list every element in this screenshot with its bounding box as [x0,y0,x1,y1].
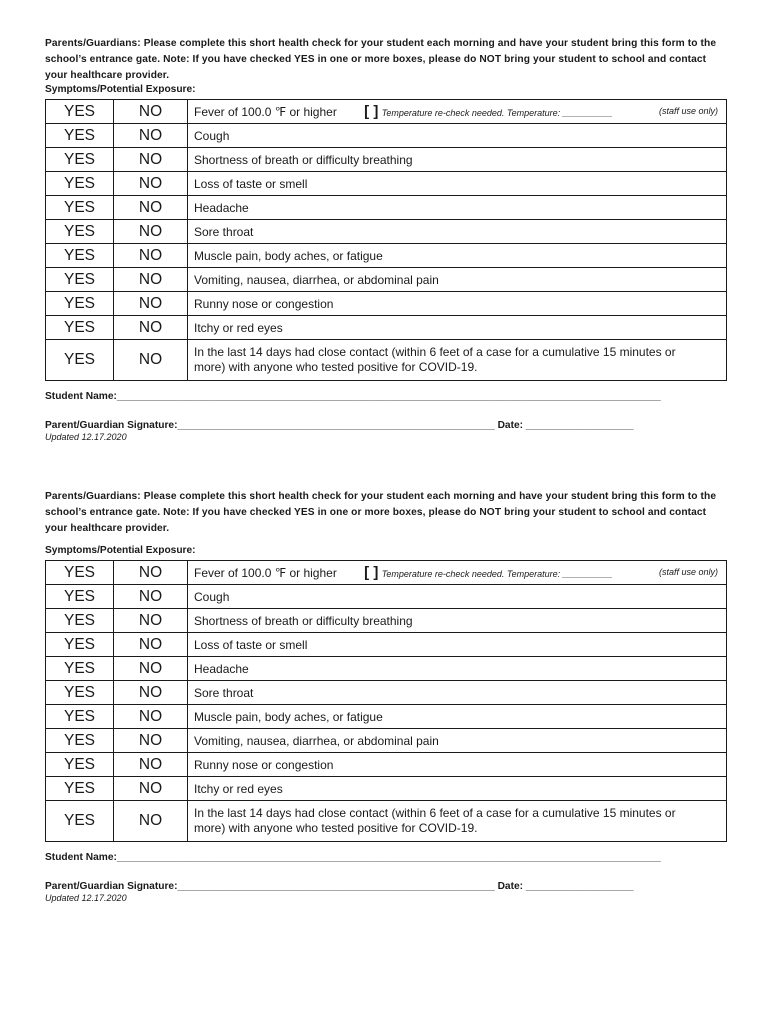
student-name-field[interactable]: Student Name:________________________________________________________________________________________________ [45,852,661,863]
yes-option[interactable]: YES [46,316,114,340]
no-option[interactable]: NO [114,801,188,842]
no-option[interactable]: NO [114,220,188,244]
table-row [46,148,727,172]
signature-date-field[interactable]: Parent/Guardian Signature:________________________________________________________ Date: ___________________ [45,881,634,892]
yes-option[interactable]: YES [46,657,114,681]
yes-option[interactable]: YES [46,777,114,801]
yes-option[interactable]: YES [46,268,114,292]
yes-option[interactable]: YES [46,801,114,842]
form-instructions: Parents/Guardians: Please complete this short health check for your student each morning and have your student bring this form to the school’s entrance gate. Note: If you have checked YES in one or more boxes, please do NOT bring your student to school and contact your healthcare provider. [45,38,717,81]
student-name-field[interactable]: Student Name:________________________________________________________________________________________________ [45,391,661,402]
no-option[interactable]: NO [114,585,188,609]
yes-option[interactable]: YES [46,292,114,316]
table-row [46,292,727,316]
no-option[interactable]: NO [114,681,188,705]
section-label: Symptoms/Potential Exposure: [45,545,196,556]
no-option[interactable]: NO [114,753,188,777]
table-row [46,801,727,842]
symptom-label: Runny nose or congestion [188,292,727,316]
yes-option[interactable]: YES [46,633,114,657]
yes-option[interactable]: YES [46,681,114,705]
yes-option[interactable]: YES [46,196,114,220]
table-row [46,633,727,657]
yes-option[interactable]: YES [46,124,114,148]
symptom-label: Cough [188,124,727,148]
table-row [46,340,727,381]
table-row [46,172,727,196]
symptom-label: Loss of taste or smell [188,172,727,196]
recheck-note: Temperature re-check needed. Temperature: __________ [381,569,613,579]
yes-option[interactable]: YES [46,561,114,585]
no-option[interactable]: NO [114,100,188,124]
no-option[interactable]: NO [114,244,188,268]
table-row [46,316,727,340]
table-row [46,561,727,585]
no-option[interactable]: NO [114,705,188,729]
yes-option[interactable]: YES [46,340,114,381]
recheck-checkbox[interactable]: [ ] [364,103,379,120]
table-row [46,681,727,705]
symptom-label: Vomiting, nausea, diarrhea, or abdominal pain [188,729,727,753]
no-option[interactable]: NO [114,561,188,585]
yes-option[interactable]: YES [46,729,114,753]
table-row [46,244,727,268]
staff-note: (staff use only) [658,567,718,577]
symptom-label: Fever of 100.0 ℉ or higher [194,566,337,580]
symptoms-table [45,560,727,842]
symptom-label: Headache [188,657,727,681]
yes-option[interactable]: YES [46,148,114,172]
no-option[interactable]: NO [114,657,188,681]
section-label: Symptoms/Potential Exposure: [45,84,196,95]
no-option[interactable]: NO [114,268,188,292]
table-row [46,100,727,124]
symptom-label: Itchy or red eyes [188,316,727,340]
table-row [46,609,727,633]
table-row [46,220,727,244]
table-row [46,585,727,609]
yes-option[interactable]: YES [46,100,114,124]
symptom-label: Sore throat [188,220,727,244]
signature-date-field[interactable]: Parent/Guardian Signature:________________________________________________________ Date: ___________________ [45,420,634,431]
yes-option[interactable]: YES [46,244,114,268]
no-option[interactable]: NO [114,729,188,753]
exposure-label: In the last 14 days had close contact (within 6 feet of a case for a cumulative 15 minutes or more) with anyone who tested positive for COVID-19. [188,340,727,381]
recheck-note: Temperature re-check needed. Temperature: __________ [381,108,613,118]
symptom-label: Shortness of breath or difficulty breathing [188,148,727,172]
fever-cell [188,100,727,124]
no-option[interactable]: NO [114,316,188,340]
table-row [46,196,727,220]
no-option[interactable]: NO [114,777,188,801]
no-option[interactable]: NO [114,196,188,220]
no-option[interactable]: NO [114,124,188,148]
symptom-label: Loss of taste or smell [188,633,727,657]
symptom-label: Muscle pain, body aches, or fatigue [188,705,727,729]
symptom-label: Fever of 100.0 ℉ or higher [194,105,337,119]
yes-option[interactable]: YES [46,609,114,633]
symptom-label: Cough [188,585,727,609]
exposure-label: In the last 14 days had close contact (within 6 feet of a case for a cumulative 15 minutes or more) with anyone who tested positive for COVID-19. [188,801,727,842]
yes-option[interactable]: YES [46,220,114,244]
yes-option[interactable]: YES [46,172,114,196]
no-option[interactable]: NO [114,633,188,657]
table-row [46,753,727,777]
no-option[interactable]: NO [114,148,188,172]
symptom-label: Headache [188,196,727,220]
yes-option[interactable]: YES [46,705,114,729]
recheck-checkbox[interactable]: [ ] [364,564,379,581]
yes-option[interactable]: YES [46,753,114,777]
symptom-label: Vomiting, nausea, diarrhea, or abdominal pain [188,268,727,292]
table-row [46,657,727,681]
fever-cell [188,561,727,585]
symptom-label: Itchy or red eyes [188,777,727,801]
no-option[interactable]: NO [114,340,188,381]
yes-option[interactable]: YES [46,585,114,609]
form-instructions: Parents/Guardians: Please complete this short health check for your student each morning and have your student bring this form to the school’s entrance gate. Note: If you have checked YES in one or more boxes, please do NOT bring your student to school and contact your healthcare provider. [45,491,717,534]
health-check-form-1 [45,36,727,442]
symptoms-table [45,99,727,381]
updated-date: Updated 12.17.2020 [45,432,127,442]
symptom-label: Sore throat [188,681,727,705]
symptom-label: Shortness of breath or difficulty breathing [188,609,727,633]
table-row [46,705,727,729]
updated-date: Updated 12.17.2020 [45,893,127,903]
no-option[interactable]: NO [114,292,188,316]
table-row [46,268,727,292]
table-row [46,729,727,753]
health-check-form-2 [45,489,727,903]
table-row [46,777,727,801]
no-option[interactable]: NO [114,609,188,633]
no-option[interactable]: NO [114,172,188,196]
table-row [46,124,727,148]
symptom-label: Muscle pain, body aches, or fatigue [188,244,727,268]
symptom-label: Runny nose or congestion [188,753,727,777]
staff-note: (staff use only) [658,106,718,116]
